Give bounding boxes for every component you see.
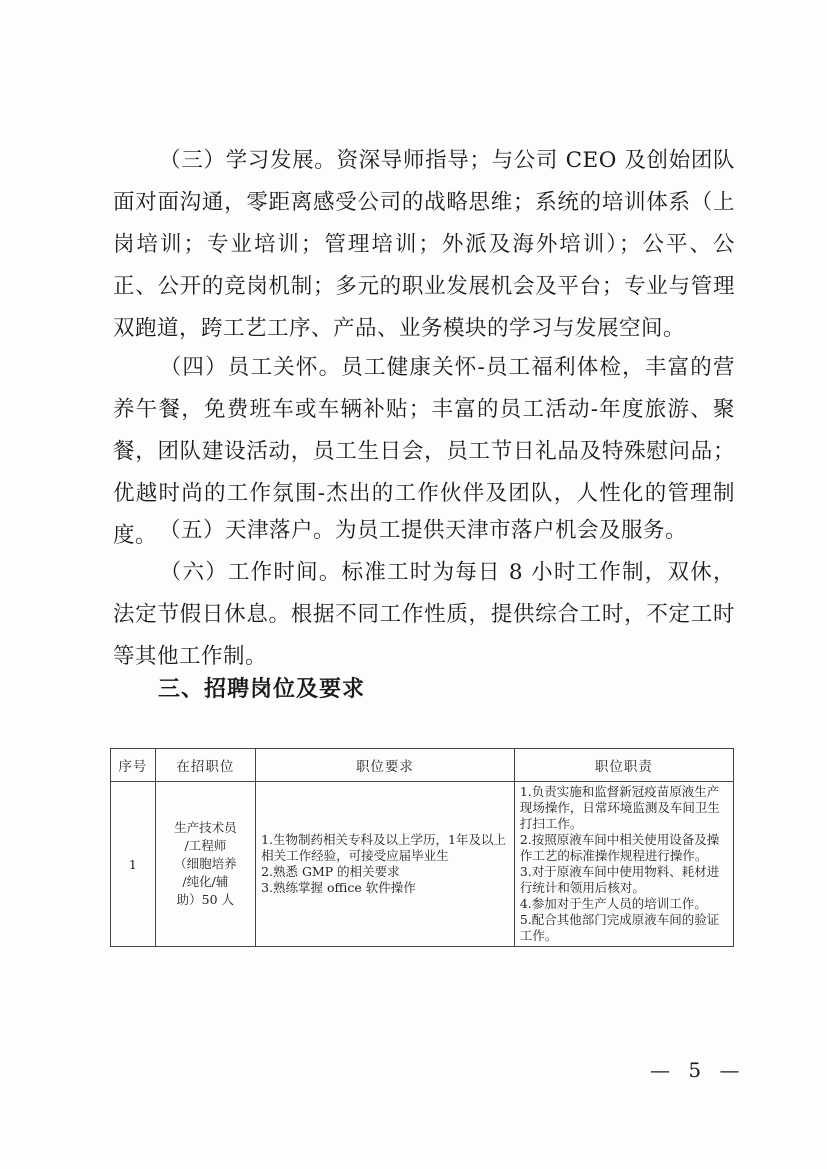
paragraph-learning-development (113, 140, 735, 350)
page-number: — 5 — (650, 1058, 746, 1082)
paragraph-text: （三）学习发展。资深导师指导；与公司 CEO 及创始团队面对面沟通，零距离感受公司的战略思维；系统的培训体系（上岗培训；专业培训；管理培训；外派及海外培训）；公平、公正、公开的竞岗机制；多元的职业发展机会及平台；专业与管理双跑道，跨工艺工序、产品、业务模块的学习与发展空间。 (113, 148, 735, 341)
paragraph-working-hours (113, 552, 735, 678)
duty-item: 1.负责实施和监督新冠疫苗原液生产现场操作，日常环境监测及车间卫生打扫工作。 (519, 784, 720, 831)
requirement-item: 1.生物制药相关专科及以上学历，1年及以上相关工作经验，可接受应届毕业生 (261, 832, 506, 863)
cell-duties (514, 782, 733, 947)
table-row (111, 782, 734, 947)
cell-requirements (256, 782, 515, 947)
duty-item: 2.按照原液车间中相关使用设备及操作工艺的标准操作规程进行操作。 (519, 832, 720, 863)
position-line: 生产技术员 (174, 820, 237, 835)
position-line: （细胞培养 (174, 856, 237, 871)
table-header-row (111, 749, 734, 782)
requirement-item: 2.熟悉 GMP 的相关要求 (261, 864, 400, 879)
duty-item: 4.参加对于生产人员的培训工作。 (519, 896, 707, 911)
paragraph-tianjin-hukou (113, 510, 735, 552)
job-positions-table (110, 748, 734, 947)
position-line: 助）50 人 (176, 892, 235, 907)
header-duties: 职位职责 (514, 749, 733, 782)
section-title: 三、招聘岗位及要求 (158, 677, 366, 702)
paragraph-text: （四）员工关怀。员工健康关怀-员工福利体检，丰富的营养午餐，免费班车或车辆补贴；丰富的员工活动-年度旅游、聚餐，团队建设活动，员工生日会，员工节日礼品及特殊慰问品；优越时尚的工作氛围-杰出的工作伙伴及团队，人性化的管理制度。 (113, 355, 735, 548)
requirement-item: 3.熟练掌握 office 软件操作 (261, 880, 416, 895)
position-line: /纯化/辅 (182, 874, 229, 889)
cell-position (155, 782, 255, 947)
duty-item: 5.配合其他部门完成原液车间的验证工作。 (519, 912, 720, 943)
duty-item: 3.对于原液车间中使用物料、耗材进行统计和领用后核对。 (519, 864, 720, 895)
header-number: 序号 (111, 749, 156, 782)
cell-number: 1 (111, 782, 156, 947)
header-requirements: 职位要求 (256, 749, 515, 782)
position-line: /工程师 (184, 838, 227, 853)
header-position: 在招职位 (155, 749, 255, 782)
paragraph-text: （五）天津落户。为员工提供天津市落户机会及服务。 (159, 518, 688, 543)
paragraph-text: （六）工作时间。标准工时为每日 8 小时工作制，双休，法定节假日休息。根据不同工作性质，提供综合工时，不定工时等其他工作制。 (113, 560, 735, 669)
